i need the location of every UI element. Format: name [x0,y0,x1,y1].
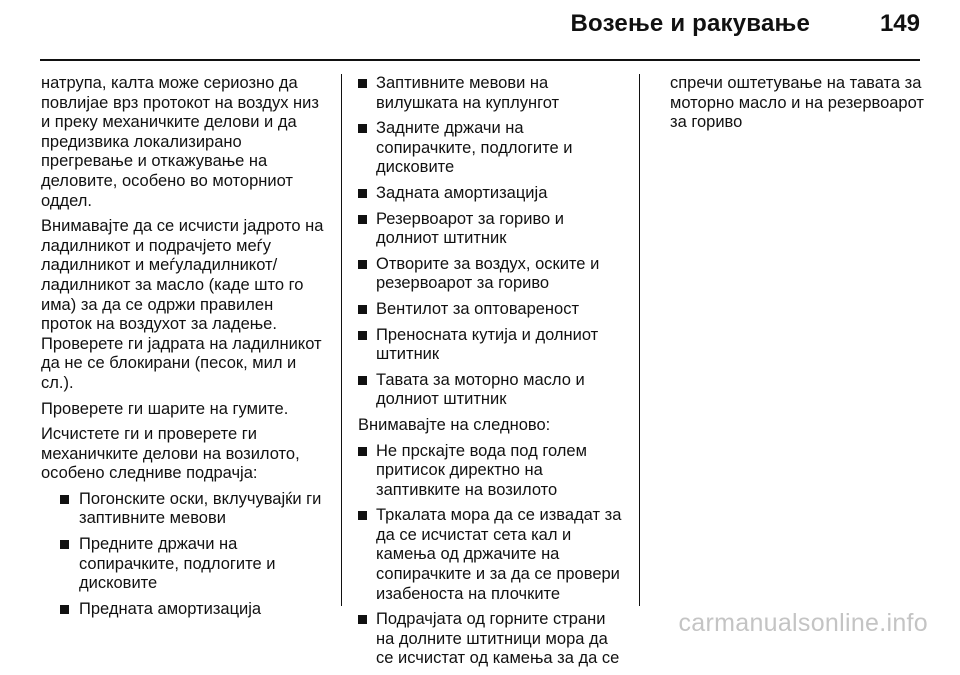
paragraph: Проверете ги шарите на гумите. [41,399,289,418]
list-item-text: Вентилот за оптовареност [376,299,580,318]
square-bullet-icon [358,447,367,456]
list-item [358,74,628,113]
list-item-text: Резервоарот за гориво и долниот штитник [376,209,565,248]
list-item [358,506,628,604]
list-item-text: Задните држачи на сопирачките, подлогите и дисковите [376,119,573,177]
watermark: carmanualsonline.info [678,609,928,637]
list-item-text: Не прскајте вода под голем притисок директно на заптивките на возилото [376,441,587,499]
square-bullet-icon [358,331,367,340]
page-number: 149 [879,10,920,37]
paragraph: Внимавајте да се исчисти јадрото на ладилникот и подрачјето меѓу ладилникот и меѓуладилникот/ ладилникот за масло (каде што го има) за да се одржи правилен проток на воздухот за ладење. Проверете ги јадрата на ладилникот да не се блокирани (песок, мил и сл.). [41,217,324,392]
list-item-text: Погонските оски, вклучувајќи ги заптивните мевови [79,489,322,528]
list-item [358,610,628,669]
list-item-text: Задната амортизација [376,183,548,202]
paragraph: Внимавајте на следново: [358,415,551,434]
list-item [41,490,325,529]
square-bullet-icon [358,260,367,269]
square-bullet-icon [358,79,367,88]
column-3 [670,74,930,139]
list-item-text: Подрачјата од горните страни на долните штитници мора да се исчистат од камења за да се [376,610,620,668]
paragraph: натрупа, калта може сериозно да повлијае врз протокот на воздух низ и преку механичките делови и да предизвика локализирано прегревање и откажување на деловите, особено во моторниот оддел. [41,74,319,210]
page-title: Возење и ракување [570,10,810,37]
list-item [358,210,628,249]
list-item-text: Преносната кутија и долниот штитник [376,325,599,364]
list-item-text: Предната амортизација [79,599,262,618]
paragraph: спречи оштетување на тавата за моторно масло и на резервоарот за гориво [670,74,924,132]
square-bullet-icon [60,605,69,614]
column-divider [341,74,342,606]
list-item [358,326,628,365]
bullet-list [358,442,628,670]
list-item-text: Предните држачи на сопирачките, подлогите и дисковите [79,535,276,593]
square-bullet-icon [60,495,69,504]
square-bullet-icon [358,305,367,314]
header-rule [40,59,920,61]
list-item [358,184,628,204]
square-bullet-icon [60,540,69,549]
bullet-list [41,490,325,620]
list-item [358,300,628,320]
square-bullet-icon [358,615,367,624]
square-bullet-icon [358,124,367,133]
list-item-text: Заптивните мевови на вилушката на куплунгот [376,74,560,112]
square-bullet-icon [358,511,367,520]
list-item [358,255,628,294]
column-2 [358,74,628,675]
square-bullet-icon [358,376,367,385]
paragraph: Исчистете ги и проверете ги механичките делови на возилото, особено следниве подрачја: [41,425,300,483]
bullet-list [358,74,628,410]
column-1 [41,74,325,625]
square-bullet-icon [358,189,367,198]
list-item-text: Отворите за воздух, оските и резервоарот за гориво [376,254,600,293]
list-item [358,442,628,501]
column-divider [639,74,640,606]
list-item [41,600,325,620]
square-bullet-icon [358,215,367,224]
list-item [358,371,628,410]
list-item [41,535,325,594]
list-item-text: Тркалата мора да се извадат за да се исчистат сета кал и камења од држачите на сопирачките и за да се провери изабеноста на плочките [376,506,622,603]
list-item-text: Тавата за моторно масло и долниот штитник [376,370,585,409]
list-item [358,119,628,178]
